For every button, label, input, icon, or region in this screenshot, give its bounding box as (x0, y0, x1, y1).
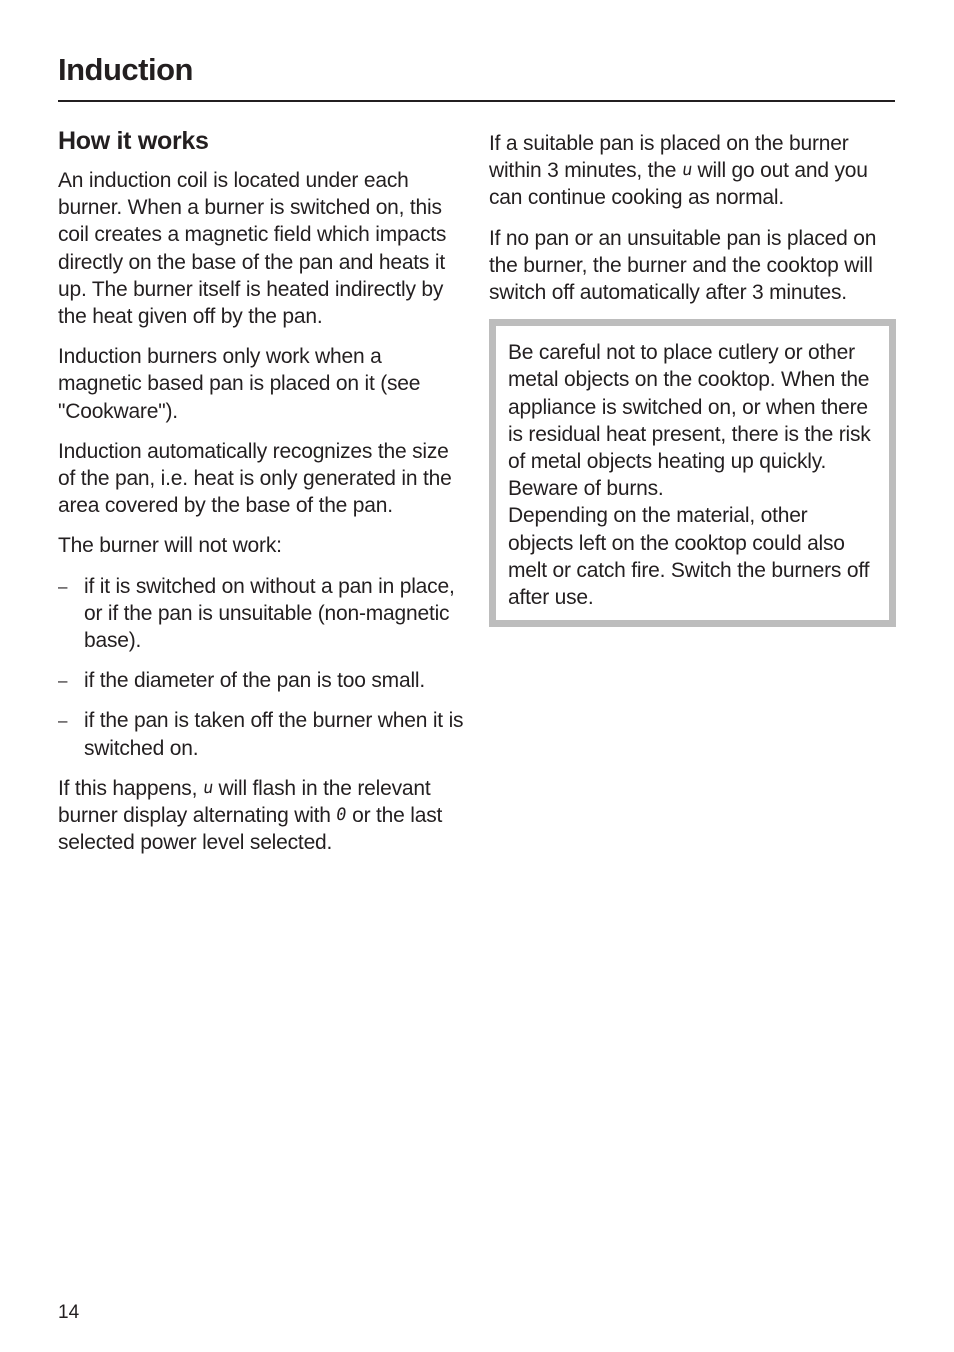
paragraph-burner-will-not-work: The burner will not work: (58, 534, 282, 558)
text-segment: If a suitable pan is placed on the burner within 3 minutes, the (489, 132, 849, 183)
list-item (58, 707, 468, 761)
warning-text-melt-fire: Depending on the material, other objects left on the cooktop could also melt or catch fire. Switch the burners off after use. (508, 504, 870, 610)
display-u-symbol-icon: u (201, 777, 215, 798)
list-item (58, 667, 468, 694)
title-divider (58, 100, 895, 102)
text-segment: will flash in the relevant burner display alternating with (58, 776, 431, 828)
list-item-text: if it is switched on without a pan in place, or if the pan is unsuitable (non-magnetic base). (84, 574, 455, 653)
paragraph-if-this-happens (58, 775, 468, 857)
text-segment: If this happens, (58, 776, 203, 800)
list-item-text: if the pan is taken off the burner when it is switched on. (84, 709, 464, 760)
display-u-symbol-icon: u (680, 160, 694, 181)
warning-box (489, 319, 896, 627)
paragraph-unsuitable-pan: If no pan or an unsuitable pan is placed on the burner, the burner and the cooktop will switch off automatically after 3 minutes. (489, 226, 877, 305)
list-item-text: if the diameter of the pan is too small. (84, 669, 426, 693)
paragraph-pan-size: Induction automatically recognizes the size of the pan, i.e. heat is only generated in the area covered by the base of the pan. (58, 439, 452, 518)
display-zero-symbol-icon: 0 (335, 805, 348, 826)
right-column (489, 130, 899, 627)
section-heading-how-it-works: How it works (58, 127, 209, 155)
text-segment: will go out and you can continue cooking as normal. (489, 159, 868, 210)
text-segment: or the last selected power level selected. (58, 804, 443, 855)
dash-bullet: – (58, 671, 68, 691)
paragraph-magnetic-pan: Induction burners only work when a magnetic based pan is placed on it (see "Cookware"). (58, 345, 421, 423)
dash-bullet: – (58, 711, 68, 731)
warning-text-burns: Beware of burns. (508, 477, 664, 501)
warning-text-metal-objects: Be careful not to place cutlery or other metal objects on the cooktop. When the appliance is switched on, or when there is residual heat present, there is the risk of metal objects heating up quickly. (508, 341, 871, 474)
dash-bullet: – (58, 576, 68, 596)
list-item (58, 573, 468, 655)
paragraph-induction-coil: An induction coil is located under each burner. When a burner is switched on, this coil creates a magnetic field which impacts directly on the base of the pan and heats it up. The burner itself is heated indirectly by the heat given off by the pan. (58, 169, 447, 329)
page-title: Induction (58, 52, 193, 87)
page-number: 14 (58, 1302, 80, 1323)
paragraph-suitable-pan (489, 130, 899, 212)
left-column (58, 124, 468, 869)
conditions-list (58, 573, 468, 762)
